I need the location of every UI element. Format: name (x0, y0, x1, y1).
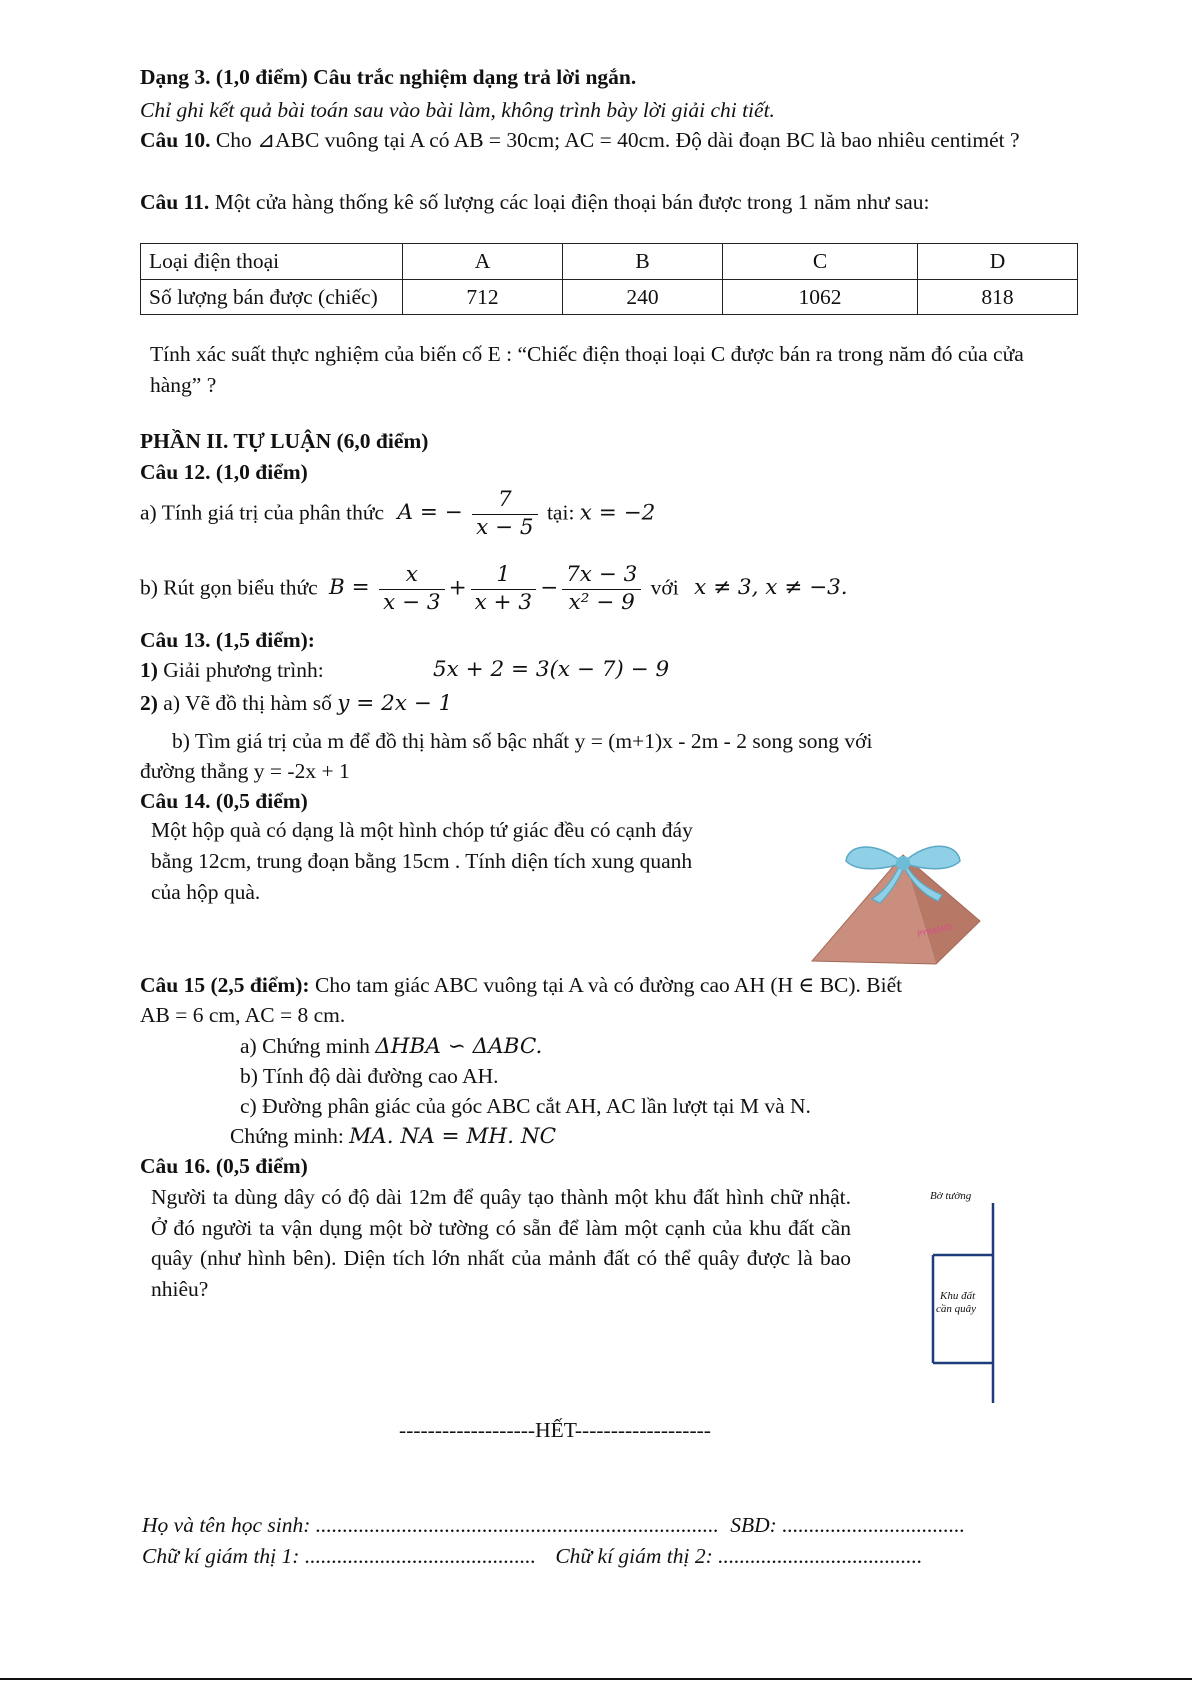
question-13-heading: Câu 13. (1,5 điểm): (140, 628, 315, 652)
question-15c: c) Đường phân giác của góc ABC cắt AH, AC lần lượt tại M và N. (240, 1094, 811, 1118)
question-11-label: Câu 11. (140, 190, 210, 214)
question-12b: b) Rút gọn biểu thức B = $\frac{x}{x - 3}$ + $\frac{1}{x + 3}$ − $\frac{7x - 3}{\text{x² − 9}}$ với x ≠ 3, x ≠ −3. (140, 562, 848, 615)
question-10 (140, 125, 1080, 156)
question-11-followup: Tính xác suất thực nghiệm của biến cố E : “Chiếc điện thoại loại C được bán ra trong năm đó của cửa hàng” ? (150, 342, 1024, 397)
table-cell: C (723, 244, 918, 280)
question-10-label: Câu 10. (140, 128, 211, 152)
question-12-heading: Câu 12. (1,0 điểm) (140, 460, 308, 484)
question-13-2b-cont: đường thẳng y = -2x + 1 (140, 759, 350, 783)
table-row (141, 279, 1078, 315)
section-3-heading: Dạng 3. (1,0 điểm) Câu trắc nghiệm dạng trả lời ngắn. (140, 65, 637, 89)
pyramid-gift-box-image (808, 833, 993, 968)
question-16-text: Người ta dùng dây có độ dài 12m để quây tạo thành một khu đất hình chữ nhật. Ở đó người ta vận dụng một bờ tường có sẵn để làm một cạnh của khu đất cần quây (như hình bên). Diện tích lớn nhất của mảnh đất có thể quây được là bao nhiêu? (151, 1185, 851, 1302)
land-label: cần quây (936, 1303, 977, 1315)
fraction: $\frac{1}{x + 3}$ (471, 562, 537, 617)
question-11-text: Một cửa hàng thống kê số lượng các loại điện thoại bán được trong 1 năm như sau: (214, 190, 930, 214)
table-header-cell: Loại điện thoại (141, 244, 403, 280)
table-row (141, 244, 1078, 280)
table-cell: 240 (563, 279, 723, 315)
table-cell: A (403, 244, 563, 280)
student-name-field[interactable]: Họ và tên học sinh: ........................................................................... (142, 1513, 719, 1537)
sbd-field[interactable]: SBD: .................................. (730, 1513, 965, 1537)
wall-label: Bờ tường (930, 1190, 972, 1202)
table-cell: 712 (403, 279, 563, 315)
section-3-instruction: Chỉ ghi kết quả bài toán sau vào bài làm, không trình bày lời giải chi tiết. (140, 98, 775, 122)
question-11 (140, 187, 1080, 218)
question-14-heading: Câu 14. (0,5 điểm) (140, 789, 308, 813)
question-12a: a) Tính giá trị của phân thức A = − $\frac{7}{x - 5}$ tại: x = −2 (140, 487, 656, 540)
fraction: $\frac{7x - 3}{\text{x² − 9}}$ (562, 562, 641, 617)
question-13-2a: 2) a) Vẽ đồ thị hàm số y = 2x − 1 (140, 691, 453, 716)
table-header-cell: Số lượng bán được (chiếc) (141, 279, 403, 315)
question-15a: a) Chứng minh ΔHBA ∽ ΔABC. (240, 1034, 543, 1059)
question-15: Câu 15 (2,5 điểm): Cho tam giác ABC vuông tại A và có đường cao AH (H ∈ BC). Biết (140, 973, 903, 997)
question-15c-proof: Chứng minh: MA. NA = MH. NC (230, 1124, 557, 1149)
student-info-line (142, 1510, 1082, 1541)
question-14-text: Một hộp quà có dạng là một hình chóp tứ giác đều có cạnh đáy bằng 12cm, trung đoạn bằng 15cm . Tính diện tích xung quanh của hộp quà. (151, 818, 693, 905)
phone-sales-table (140, 243, 1078, 315)
table-cell: D (917, 244, 1077, 280)
question-13-1: 1) Giải phương trình: 5x + 2 = 3(x − 7) − 9 (140, 657, 670, 682)
question-15b: b) Tính độ dài đường cao AH. (240, 1064, 499, 1088)
bottom-divider (0, 1678, 1192, 1680)
question-16-heading: Câu 16. (0,5 điểm) (140, 1154, 308, 1178)
supervisor-1-signature-field[interactable]: Chữ kí giám thị 1: ........................................... (142, 1544, 536, 1568)
table-cell: B (563, 244, 723, 280)
table-cell: 1062 (723, 279, 918, 315)
svg-text:PYRAMID: PYRAMID (916, 922, 954, 939)
land-label: Khu đất (940, 1290, 976, 1302)
question-13-2b: b) Tìm giá trị của m để đồ thị hàm số bậc nhất y = (m+1)x - 2m - 2 song song với (172, 729, 873, 753)
signature-line (142, 1541, 1082, 1572)
supervisor-2-signature-field[interactable]: Chữ kí giám thị 2: ...................................... (555, 1544, 923, 1568)
question-15-given: AB = 6 cm, AC = 8 cm. (140, 1003, 346, 1027)
table-cell: 818 (917, 279, 1077, 315)
fraction: $\frac{x}{x - 3}$ (379, 562, 445, 617)
fraction: $\frac{7}{x - 5}$ (472, 487, 538, 542)
question-10-text: Cho ⊿ABC vuông tại A có AB = 30cm; AC = 40cm. Độ dài đoạn BC là bao nhiêu centimét ? (215, 128, 1020, 152)
part-2-heading: PHẦN II. TỰ LUẬN (6,0 điểm) (140, 429, 429, 453)
end-marker: -------------------HẾT------------------- (399, 1418, 711, 1442)
